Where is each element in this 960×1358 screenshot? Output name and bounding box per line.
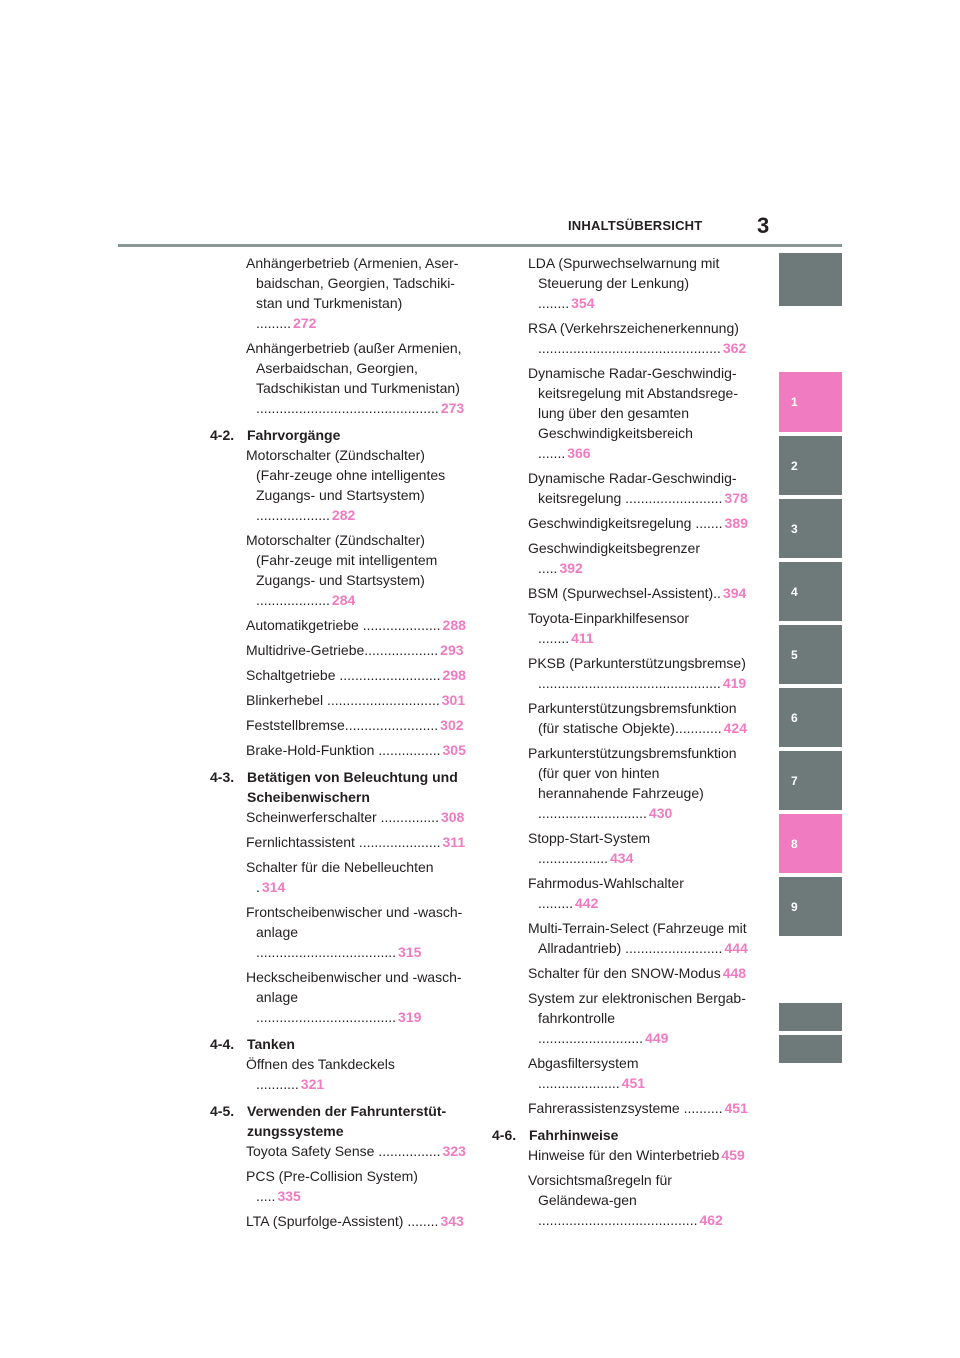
toc-entry[interactable] <box>492 653 748 693</box>
toc-entry-text: Scheinwerferschalter ............... <box>246 809 439 825</box>
toc-entry-text: Brake-Hold-Funktion ................ <box>246 742 441 758</box>
toc-page-link[interactable]: 392 <box>559 560 583 576</box>
toc-entry-text: Öffnen des Tankdeckels ........... <box>246 1056 395 1092</box>
toc-entry[interactable] <box>492 253 748 313</box>
toc-page-link[interactable]: 272 <box>293 315 317 331</box>
toc-entry[interactable] <box>210 253 466 333</box>
toc-entry[interactable] <box>492 538 748 578</box>
toc-page-link[interactable]: 282 <box>331 507 356 523</box>
chapter-tab-label: 3 <box>791 521 798 536</box>
section-heading-4-4 <box>210 1034 466 1054</box>
section-number: 4-5. <box>210 1103 235 1119</box>
toc-page-link[interactable]: 444 <box>724 940 748 956</box>
section-number: 4-3. <box>210 769 235 785</box>
toc-page-link[interactable]: 419 <box>722 675 747 691</box>
chapter-tab-5[interactable] <box>779 625 842 684</box>
chapter-tab-1[interactable] <box>779 372 842 432</box>
toc-entry[interactable] <box>210 832 466 852</box>
chapter-tab-label: 7 <box>791 773 798 788</box>
section-title: Verwenden der Fahrunterstüt-zungssysteme <box>247 1103 447 1139</box>
section-title: Fahrvorgänge <box>247 427 341 443</box>
chapter-tab-label: 9 <box>791 899 798 914</box>
section-number: 4-4. <box>210 1036 235 1052</box>
toc-entry-text: Abgasfiltersystem ..................... <box>528 1055 639 1091</box>
header-title: INHALTSÜBERSICHT <box>568 218 703 233</box>
toc-entry-text: Geschwindigkeitsbegrenzer ..... <box>528 540 700 576</box>
toc-entry-text: Toyota-Einparkhilfesensor ........ <box>528 610 690 646</box>
toc-entry-text: Blinkerhebel ............................. <box>246 692 440 708</box>
toc-page-link[interactable]: 362 <box>722 340 747 356</box>
toc-entry-text: Parkunterstützungsbremsfunktion (für quer von hinten herannahende Fahrzeuge) ............................ <box>528 745 737 821</box>
toc-page-link[interactable]: 343 <box>440 1213 464 1229</box>
toc-page-link[interactable]: 354 <box>571 295 595 311</box>
toc-entry[interactable] <box>492 828 748 868</box>
toc-entry[interactable] <box>492 363 748 463</box>
section-heading-4-5 <box>210 1101 466 1141</box>
chapter-tab-label: 5 <box>791 647 798 662</box>
toc-entry-text: Frontscheibenwischer und -wasch-anlage .................................... <box>246 904 463 960</box>
toc-entry-text: Fahrerassistenzsysteme .......... <box>528 1100 723 1116</box>
toc-entry-text: BSM (Spurwechsel-Assistent).. <box>528 585 721 601</box>
toc-page-link[interactable]: 424 <box>723 720 747 736</box>
toc-entry-text: Schalter für die Nebelleuchten . <box>246 859 434 895</box>
toc-entry-text: Dynamische Radar-Geschwindig-keitsregelung mit Abstandsrege-lung über den gesamten Geschwindigkeitsbereich ....... <box>528 365 738 461</box>
toc-entry[interactable] <box>210 690 466 710</box>
chapter-tab-index-a[interactable] <box>779 1003 842 1031</box>
toc-page-link[interactable]: 411 <box>571 630 594 646</box>
toc-entry[interactable] <box>210 967 466 1027</box>
toc-entry-text: LTA (Spurfolge-Assistent) ........ <box>246 1213 439 1229</box>
toc-entry-text: Motorschalter (Zündschalter) (Fahr-zeuge mit intelligentem Zugangs- und Startsystem) ................... <box>246 532 438 608</box>
section-number: 4-6. <box>492 1127 517 1143</box>
toc-entry[interactable] <box>492 963 748 983</box>
toc-entry[interactable] <box>210 615 466 635</box>
toc-page-link[interactable]: 319 <box>398 1009 422 1025</box>
toc-entry[interactable] <box>492 318 748 358</box>
toc-page-link[interactable]: 301 <box>441 692 466 708</box>
toc-entry[interactable] <box>210 640 466 660</box>
toc-page-link[interactable]: 314 <box>261 879 286 895</box>
chapter-tab-index-b[interactable] <box>779 1035 842 1063</box>
toc-entry[interactable] <box>210 857 466 897</box>
chapter-tab-8[interactable] <box>779 814 842 873</box>
toc-page-link[interactable]: 284 <box>331 592 356 608</box>
toc-entry[interactable] <box>492 918 748 958</box>
toc-entry-text: Parkunterstützungsbremsfunktion (für statische Objekte)............ <box>528 700 737 736</box>
toc-page-link[interactable]: 323 <box>442 1143 466 1159</box>
toc-entry-text: Hinweise für den Winterbetrieb <box>528 1147 720 1163</box>
toc-entry-text: Toyota Safety Sense ................ <box>246 1143 441 1159</box>
toc-page-link[interactable]: 335 <box>277 1188 301 1204</box>
toc-page-link[interactable]: 394 <box>722 585 747 601</box>
section-title: Fahrhinweise <box>529 1127 619 1143</box>
toc-page-link[interactable]: 298 <box>442 667 466 683</box>
toc-entry[interactable] <box>210 1211 466 1231</box>
section-heading-4-3 <box>210 767 466 807</box>
toc-entry-text: Anhängerbetrieb (Armenien, Aser-baidschan, Georgien, Tadschiki-stan und Turkmenistan) ......... <box>246 255 459 331</box>
chapter-tab-2[interactable] <box>779 436 842 495</box>
chapter-tab-9[interactable] <box>779 877 842 936</box>
toc-entry[interactable] <box>210 1141 466 1161</box>
toc-page-link[interactable]: 293 <box>440 642 464 658</box>
toc-page-link[interactable]: 459 <box>721 1147 745 1163</box>
toc-entry[interactable] <box>210 902 466 962</box>
toc-entry-text: Automatikgetriebe .................... <box>246 617 441 633</box>
toc-entry[interactable] <box>492 608 748 648</box>
toc-entry-text: Motorschalter (Zündschalter) (Fahr-zeuge ohne intelligentes Zugangs- und Startsystem) ................... <box>246 447 446 523</box>
toc-entry[interactable] <box>210 445 466 525</box>
toc-entry-text: Fahrmodus-Wahlschalter ......... <box>528 875 684 911</box>
chapter-tab-6[interactable] <box>779 688 842 747</box>
toc-page-link[interactable]: 451 <box>724 1100 748 1116</box>
toc-entry-text: PCS (Pre-Collision System) ..... <box>246 1168 418 1204</box>
toc-entry[interactable] <box>210 665 466 685</box>
header-rule <box>118 244 842 247</box>
toc-page-link[interactable]: 315 <box>398 944 422 960</box>
toc-entry-text: Fernlichtassistent ..................... <box>246 834 441 850</box>
toc-entry[interactable] <box>492 988 748 1048</box>
toc-entry-text: Dynamische Radar-Geschwindig-keitsregelung ......................... <box>528 470 737 506</box>
toc-entry[interactable] <box>210 740 466 760</box>
toc-entry[interactable] <box>210 530 466 610</box>
toc-page-link[interactable]: 378 <box>724 490 748 506</box>
toc-entry[interactable] <box>210 1054 466 1094</box>
toc-entry[interactable] <box>492 698 748 738</box>
toc-page-link[interactable]: 462 <box>699 1212 723 1228</box>
toc-entry-text: Schaltgetriebe .......................... <box>246 667 441 683</box>
toc-page-link[interactable]: 302 <box>440 717 464 733</box>
chapter-tab-4[interactable] <box>779 562 842 621</box>
toc-page-link[interactable]: 442 <box>575 895 599 911</box>
toc-entry-text: RSA (Verkehrszeichenerkennung) ............................................... <box>528 320 739 356</box>
toc-page-link[interactable]: 321 <box>300 1076 325 1092</box>
toc-page-link[interactable]: 308 <box>440 809 465 825</box>
toc-entry[interactable] <box>210 338 466 418</box>
toc-page-link[interactable]: 449 <box>645 1030 669 1046</box>
chapter-tab-7[interactable] <box>779 751 842 810</box>
toc-entry-text: PKSB (Parkunterstützungsbremse) ............................................... <box>528 655 746 691</box>
toc-page-link[interactable]: 430 <box>648 805 673 821</box>
section-heading-4-6 <box>492 1125 748 1145</box>
toc-page-link[interactable]: 434 <box>610 850 634 866</box>
chapter-tab-toc[interactable] <box>779 253 842 306</box>
toc-entry[interactable] <box>210 807 466 827</box>
toc-page-link[interactable]: 366 <box>567 445 591 461</box>
section-number: 4-2. <box>210 427 235 443</box>
toc-entry[interactable] <box>492 873 748 913</box>
toc-entry-text: Multidrive-Getriebe................... <box>246 642 439 658</box>
toc-entry[interactable] <box>210 1166 466 1206</box>
toc-entry-text: Multi-Terrain-Select (Fahrzeuge mit Allradantrieb) ......................... <box>528 920 747 956</box>
chapter-tab-3[interactable] <box>779 499 842 558</box>
toc-entry[interactable] <box>492 583 748 603</box>
toc-entry[interactable] <box>492 1053 748 1093</box>
toc-entry[interactable] <box>492 1145 748 1165</box>
toc-entry-text: LDA (Spurwechselwarnung mit Steuerung der Lenkung) ........ <box>528 255 720 311</box>
chapter-tab-label: 6 <box>791 710 798 725</box>
toc-entry[interactable] <box>492 1170 748 1230</box>
toc-entry-text: Stopp-Start-System .................. <box>528 830 651 866</box>
toc-page-link[interactable]: 448 <box>722 965 747 981</box>
toc-entry-text: Feststellbremse........................ <box>246 717 439 733</box>
toc-entry[interactable] <box>492 468 748 508</box>
toc-entry-text: Geschwindigkeitsregelung ....... <box>528 515 723 531</box>
toc-entry-text: Anhängerbetrieb (außer Armenien, Aserbaidschan, Georgien, Tadschikistan und Turkmenistan) ............................................... <box>246 340 462 416</box>
toc-entry[interactable] <box>492 513 748 533</box>
toc-page-link[interactable]: 451 <box>621 1075 646 1091</box>
chapter-tab-label: 8 <box>791 836 798 851</box>
toc-page-link[interactable]: 305 <box>442 742 466 758</box>
toc-page-link[interactable]: 273 <box>440 400 465 416</box>
chapter-tab-label: 2 <box>791 458 798 473</box>
toc-entry[interactable] <box>210 715 466 735</box>
toc-column-right <box>492 253 748 1235</box>
toc-column-left <box>210 253 466 1236</box>
toc-entry[interactable] <box>492 1098 748 1118</box>
toc-page-link[interactable]: 389 <box>724 515 748 531</box>
section-heading-4-2 <box>210 425 466 445</box>
chapter-tab-label: 1 <box>791 395 798 409</box>
toc-entry-text: Schalter für den SNOW-Modus <box>528 965 721 981</box>
toc-entry[interactable] <box>492 743 748 823</box>
chapter-tab-label: 4 <box>791 584 798 599</box>
toc-entry-text: System zur elektronischen Bergab-fahrkontrolle ........................... <box>528 990 746 1046</box>
toc-page-link[interactable]: 311 <box>442 834 466 850</box>
toc-page-link[interactable]: 288 <box>442 617 466 633</box>
page-number: 3 <box>757 213 770 238</box>
section-title: Betätigen von Beleuchtung und Scheibenwischern <box>247 769 458 805</box>
toc-entry-text: Heckscheibenwischer und -wasch-anlage .................................... <box>246 969 462 1025</box>
section-title: Tanken <box>247 1036 295 1052</box>
toc-entry-text: Vorsichtsmaßregeln für Geländewa-gen ......................................... <box>528 1172 698 1228</box>
